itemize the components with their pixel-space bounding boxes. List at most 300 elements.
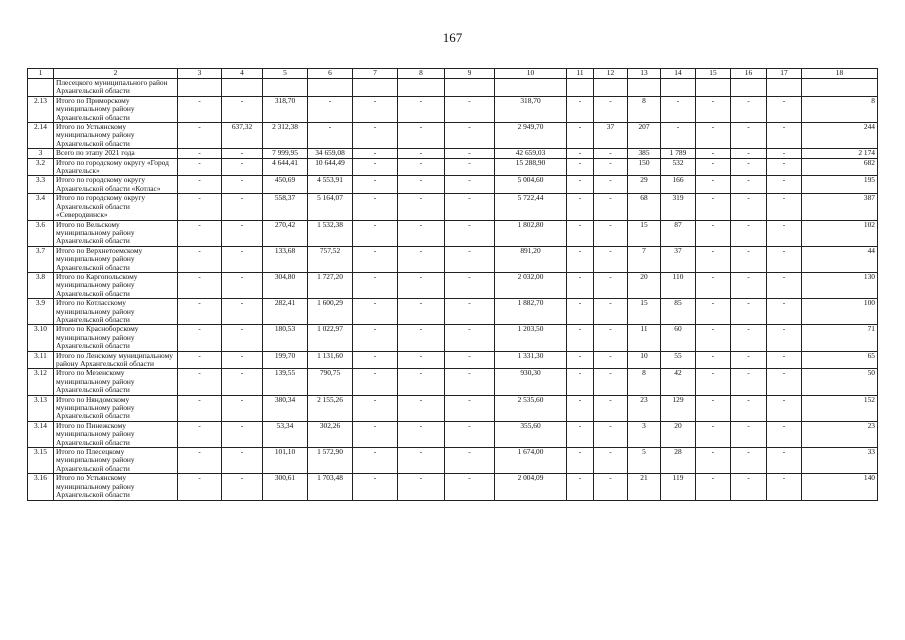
table-cell-col-4: - bbox=[222, 299, 263, 325]
table-cell-col-9: - bbox=[445, 474, 495, 500]
column-header-8: 8 bbox=[398, 69, 445, 79]
table-cell-col-2: Итого по Красноборскому муниципальному району Архангельской области bbox=[54, 325, 178, 351]
table-cell-col-13: 3 bbox=[628, 421, 661, 447]
table-cell-col-10: 5 004,60 bbox=[495, 176, 567, 194]
table-cell-col-3: - bbox=[178, 421, 222, 447]
table-cell-col-8: - bbox=[398, 220, 445, 246]
table-cell-col-3: - bbox=[178, 96, 222, 122]
table-cell-col-9 bbox=[445, 79, 495, 97]
table-cell-col-9: - bbox=[445, 220, 495, 246]
column-header-6: 6 bbox=[308, 69, 353, 79]
table-cell-col-15: - bbox=[696, 176, 731, 194]
table-cell-col-10: 318,70 bbox=[495, 96, 567, 122]
table-cell-col-6: 1 532,38 bbox=[308, 220, 353, 246]
table-cell-col-10: 1 802,80 bbox=[495, 220, 567, 246]
table-cell-col-2: Итого по городскому округу Архангельской области «Северодвинск» bbox=[54, 194, 178, 220]
table-cell-col-1 bbox=[28, 79, 54, 97]
table-cell-col-5: 199,70 bbox=[263, 351, 308, 369]
table-cell-col-8: - bbox=[398, 149, 445, 158]
table-cell-col-18: 140 bbox=[802, 474, 878, 500]
table-cell-col-14: 319 bbox=[661, 194, 696, 220]
table-cell-col-11: - bbox=[567, 474, 594, 500]
table-cell-col-10: 2 032,00 bbox=[495, 272, 567, 298]
table-cell-col-13: 11 bbox=[628, 325, 661, 351]
column-header-1: 1 bbox=[28, 69, 54, 79]
table-cell-col-13: 15 bbox=[628, 220, 661, 246]
table-cell-col-16 bbox=[731, 79, 767, 97]
column-header-12: 12 bbox=[594, 69, 628, 79]
table-cell-col-3: - bbox=[178, 272, 222, 298]
table-cell-col-6: - bbox=[308, 96, 353, 122]
table-cell-col-9: - bbox=[445, 123, 495, 149]
table-cell-col-15: - bbox=[696, 351, 731, 369]
table-cell-col-3: - bbox=[178, 158, 222, 176]
table-cell-col-5: 7 999,95 bbox=[263, 149, 308, 158]
table-cell-col-5: 2 312,38 bbox=[263, 123, 308, 149]
table-cell-col-13: 20 bbox=[628, 272, 661, 298]
table-row bbox=[28, 474, 878, 500]
table-cell-col-11: - bbox=[567, 96, 594, 122]
table-cell-col-6: 10 644,49 bbox=[308, 158, 353, 176]
table-cell-col-8: - bbox=[398, 176, 445, 194]
table-cell-col-8: - bbox=[398, 325, 445, 351]
column-header-18: 18 bbox=[802, 69, 878, 79]
table-cell-col-6: 757,52 bbox=[308, 246, 353, 272]
table-cell-col-5: 558,37 bbox=[263, 194, 308, 220]
table-cell-col-16: - bbox=[731, 448, 767, 474]
table-cell-col-9: - bbox=[445, 176, 495, 194]
table-cell-col-2: Итого по Приморскому муниципальному району Архангельской области bbox=[54, 96, 178, 122]
table-row bbox=[28, 96, 878, 122]
table-cell-col-14: 110 bbox=[661, 272, 696, 298]
table-cell-col-7: - bbox=[353, 395, 398, 421]
column-header-2: 2 bbox=[54, 69, 178, 79]
table-cell-col-5: 180,53 bbox=[263, 325, 308, 351]
table-cell-col-8: - bbox=[398, 123, 445, 149]
table-cell-col-4: - bbox=[222, 194, 263, 220]
table-cell-col-18: 33 bbox=[802, 448, 878, 474]
table-cell-col-3: - bbox=[178, 395, 222, 421]
column-header-17: 17 bbox=[767, 69, 802, 79]
table-cell-col-4: - bbox=[222, 246, 263, 272]
table-cell-col-14: - bbox=[661, 123, 696, 149]
table-cell-col-11: - bbox=[567, 149, 594, 158]
table-cell-col-18: 130 bbox=[802, 272, 878, 298]
table-cell-col-7: - bbox=[353, 220, 398, 246]
table-cell-col-16: - bbox=[731, 149, 767, 158]
table-cell-col-6: 4 553,91 bbox=[308, 176, 353, 194]
table-cell-col-18: 8 bbox=[802, 96, 878, 122]
table-row bbox=[28, 421, 878, 447]
table-cell-col-1: 3.14 bbox=[28, 421, 54, 447]
table-cell-col-9: - bbox=[445, 369, 495, 395]
table-cell-col-6: 790,75 bbox=[308, 369, 353, 395]
table-cell-col-10: 15 288,90 bbox=[495, 158, 567, 176]
table-cell-col-7: - bbox=[353, 176, 398, 194]
table-cell-col-15 bbox=[696, 79, 731, 97]
table-cell-col-18: 100 bbox=[802, 299, 878, 325]
table-cell-col-15: - bbox=[696, 474, 731, 500]
table-cell-col-9: - bbox=[445, 246, 495, 272]
table-cell-col-3: - bbox=[178, 176, 222, 194]
table-cell-col-12: - bbox=[594, 325, 628, 351]
table-cell-col-10: 891,20 bbox=[495, 246, 567, 272]
table-cell-col-6: - bbox=[308, 123, 353, 149]
table-cell-col-15: - bbox=[696, 246, 731, 272]
table-cell-col-18: 65 bbox=[802, 351, 878, 369]
data-table bbox=[27, 68, 878, 501]
table-cell-col-4: - bbox=[222, 176, 263, 194]
table-cell-col-11: - bbox=[567, 421, 594, 447]
table-cell-col-3: - bbox=[178, 194, 222, 220]
table-cell-col-8: - bbox=[398, 158, 445, 176]
table-cell-col-12: - bbox=[594, 149, 628, 158]
table-cell-col-2: Итого по Устьянскому муниципальному району Архангельской области bbox=[54, 474, 178, 500]
table-cell-col-12: - bbox=[594, 158, 628, 176]
column-header-4: 4 bbox=[222, 69, 263, 79]
table-row bbox=[28, 176, 878, 194]
table-cell-col-15: - bbox=[696, 395, 731, 421]
table-cell-col-15: - bbox=[696, 96, 731, 122]
table-cell-col-14: 55 bbox=[661, 351, 696, 369]
table-row bbox=[28, 395, 878, 421]
table-cell-col-1: 3.15 bbox=[28, 448, 54, 474]
table-cell-col-13 bbox=[628, 79, 661, 97]
table-cell-col-10: 1 882,70 bbox=[495, 299, 567, 325]
column-header-10: 10 bbox=[495, 69, 567, 79]
table-cell-col-10 bbox=[495, 79, 567, 97]
table-cell-col-1: 3.7 bbox=[28, 246, 54, 272]
table-cell-col-1: 3.6 bbox=[28, 220, 54, 246]
table-cell-col-2: Итого по Ленскому муниципальному району Архангельской области bbox=[54, 351, 178, 369]
table-cell-col-10: 1 203,50 bbox=[495, 325, 567, 351]
column-header-13: 13 bbox=[628, 69, 661, 79]
table-cell-col-8: - bbox=[398, 395, 445, 421]
table-cell-col-2: Итого по Пинежскому муниципальному району Архангельской области bbox=[54, 421, 178, 447]
table-cell-col-18: 23 bbox=[802, 421, 878, 447]
table-row bbox=[28, 246, 878, 272]
table-cell-col-17: - bbox=[767, 325, 802, 351]
table-cell-col-12: - bbox=[594, 448, 628, 474]
table-cell-col-10: 930,30 bbox=[495, 369, 567, 395]
table-cell-col-4: - bbox=[222, 421, 263, 447]
table-cell-col-12: - bbox=[594, 369, 628, 395]
table-cell-col-17: - bbox=[767, 158, 802, 176]
table-cell-col-2: Итого по Верхнетоемскому муниципальному району Архангельской области bbox=[54, 246, 178, 272]
table-cell-col-7: - bbox=[353, 96, 398, 122]
table-cell-col-17 bbox=[767, 79, 802, 97]
table-cell-col-17: - bbox=[767, 474, 802, 500]
table-cell-col-8: - bbox=[398, 474, 445, 500]
table-cell-col-2: Итого по Каргопольскому муниципальному району Архангельской области bbox=[54, 272, 178, 298]
table-cell-col-18: 44 bbox=[802, 246, 878, 272]
table-cell-col-2: Итого по Вельскому муниципальному району Архангельской области bbox=[54, 220, 178, 246]
table-cell-col-17: - bbox=[767, 246, 802, 272]
table-cell-col-10: 5 722,44 bbox=[495, 194, 567, 220]
table-cell-col-15: - bbox=[696, 299, 731, 325]
table-cell-col-17: - bbox=[767, 149, 802, 158]
table-cell-col-7: - bbox=[353, 448, 398, 474]
page-number: 167 bbox=[442, 30, 463, 45]
table-cell-col-16: - bbox=[731, 299, 767, 325]
table-cell-col-13: 23 bbox=[628, 395, 661, 421]
table-cell-col-16: - bbox=[731, 421, 767, 447]
table-cell-col-16: - bbox=[731, 123, 767, 149]
table-cell-col-6: 1 022,97 bbox=[308, 325, 353, 351]
table-cell-col-4: - bbox=[222, 448, 263, 474]
table-cell-col-15: - bbox=[696, 149, 731, 158]
table-cell-col-12: - bbox=[594, 96, 628, 122]
table-cell-col-4: - bbox=[222, 395, 263, 421]
table-cell-col-6: 1 572,90 bbox=[308, 448, 353, 474]
column-header-5: 5 bbox=[263, 69, 308, 79]
table-row bbox=[28, 158, 878, 176]
table-cell-col-8: - bbox=[398, 421, 445, 447]
table-cell-col-9: - bbox=[445, 325, 495, 351]
table-cell-col-4: 637,32 bbox=[222, 123, 263, 149]
table-cell-col-2: Итого по городскому округу Архангельской области «Котлас» bbox=[54, 176, 178, 194]
table-cell-col-5: 53,34 bbox=[263, 421, 308, 447]
table-cell-col-14: 1 789 bbox=[661, 149, 696, 158]
table-cell-col-2: Плесецкого муниципального район Архангельской области bbox=[54, 79, 178, 97]
table-cell-col-1: 3 bbox=[28, 149, 54, 158]
table-cell-col-3: - bbox=[178, 149, 222, 158]
table-cell-col-11: - bbox=[567, 369, 594, 395]
table-cell-col-15: - bbox=[696, 325, 731, 351]
table-cell-col-17: - bbox=[767, 421, 802, 447]
table-cell-col-5: 139,55 bbox=[263, 369, 308, 395]
table-cell-col-12 bbox=[594, 79, 628, 97]
table-cell-col-1: 3.10 bbox=[28, 325, 54, 351]
table-cell-col-10: 355,60 bbox=[495, 421, 567, 447]
table-cell-col-17: - bbox=[767, 395, 802, 421]
column-header-14: 14 bbox=[661, 69, 696, 79]
table-cell-col-18: 195 bbox=[802, 176, 878, 194]
table-cell-col-16: - bbox=[731, 220, 767, 246]
table-cell-col-12: - bbox=[594, 176, 628, 194]
table-cell-col-14: 37 bbox=[661, 246, 696, 272]
table-cell-col-10: 2 535,60 bbox=[495, 395, 567, 421]
table-cell-col-7: - bbox=[353, 194, 398, 220]
table-cell-col-4: - bbox=[222, 351, 263, 369]
table-cell-col-1: 3.2 bbox=[28, 158, 54, 176]
table-cell-col-9: - bbox=[445, 272, 495, 298]
table-row bbox=[28, 149, 878, 158]
table-cell-col-11: - bbox=[567, 246, 594, 272]
table-cell-col-9: - bbox=[445, 194, 495, 220]
table-cell-col-7: - bbox=[353, 149, 398, 158]
table-cell-col-17: - bbox=[767, 123, 802, 149]
table-cell-col-15: - bbox=[696, 369, 731, 395]
table-cell-col-4: - bbox=[222, 272, 263, 298]
table-row bbox=[28, 448, 878, 474]
table-cell-col-11: - bbox=[567, 351, 594, 369]
table-row bbox=[28, 369, 878, 395]
header-row bbox=[28, 69, 878, 79]
table-cell-col-16: - bbox=[731, 272, 767, 298]
table-cell-col-14: 166 bbox=[661, 176, 696, 194]
table-cell-col-3 bbox=[178, 79, 222, 97]
table-cell-col-1: 3.12 bbox=[28, 369, 54, 395]
table-cell-col-17: - bbox=[767, 351, 802, 369]
column-header-16: 16 bbox=[731, 69, 767, 79]
table-cell-col-13: 68 bbox=[628, 194, 661, 220]
table-cell-col-17: - bbox=[767, 176, 802, 194]
table-cell-col-1: 3.16 bbox=[28, 474, 54, 500]
table-cell-col-16: - bbox=[731, 176, 767, 194]
table-cell-col-6: 2 155,26 bbox=[308, 395, 353, 421]
table-cell-col-8 bbox=[398, 79, 445, 97]
table-cell-col-3: - bbox=[178, 448, 222, 474]
table-cell-col-5: 282,41 bbox=[263, 299, 308, 325]
table-cell-col-16: - bbox=[731, 325, 767, 351]
table-cell-col-10: 1 674,00 bbox=[495, 448, 567, 474]
table-cell-col-9: - bbox=[445, 395, 495, 421]
table-cell-col-17: - bbox=[767, 448, 802, 474]
table-cell-col-2: Итого по Котласскому муниципальному району Архангельской области bbox=[54, 299, 178, 325]
table-cell-col-14: 20 bbox=[661, 421, 696, 447]
table-cell-col-4: - bbox=[222, 149, 263, 158]
table-cell-col-15: - bbox=[696, 448, 731, 474]
table-cell-col-7 bbox=[353, 79, 398, 97]
table-cell-col-1: 3.13 bbox=[28, 395, 54, 421]
table-cell-col-8: - bbox=[398, 194, 445, 220]
table-cell-col-6: 1 600,29 bbox=[308, 299, 353, 325]
table-cell-col-15: - bbox=[696, 272, 731, 298]
table-cell-col-3: - bbox=[178, 246, 222, 272]
table-cell-col-14 bbox=[661, 79, 696, 97]
table-cell-col-6: 302,26 bbox=[308, 421, 353, 447]
table-cell-col-1: 2.13 bbox=[28, 96, 54, 122]
table-cell-col-3: - bbox=[178, 220, 222, 246]
table-cell-col-1: 3.9 bbox=[28, 299, 54, 325]
table-cell-col-6: 5 164,07 bbox=[308, 194, 353, 220]
table-cell-col-15: - bbox=[696, 158, 731, 176]
table-cell-col-12: - bbox=[594, 194, 628, 220]
table-cell-col-16: - bbox=[731, 246, 767, 272]
table-cell-col-16: - bbox=[731, 158, 767, 176]
table-cell-col-12: - bbox=[594, 272, 628, 298]
table-cell-col-13: 10 bbox=[628, 351, 661, 369]
table-cell-col-8: - bbox=[398, 299, 445, 325]
table-cell-col-6 bbox=[308, 79, 353, 97]
table-cell-col-1: 3.3 bbox=[28, 176, 54, 194]
table-cell-col-14: 42 bbox=[661, 369, 696, 395]
table-cell-col-6: 1 727,20 bbox=[308, 272, 353, 298]
table-cell-col-18: 387 bbox=[802, 194, 878, 220]
table-cell-col-13: 5 bbox=[628, 448, 661, 474]
table-cell-col-5: 4 644,41 bbox=[263, 158, 308, 176]
table-cell-col-5: 318,70 bbox=[263, 96, 308, 122]
table-cell-col-18: 102 bbox=[802, 220, 878, 246]
table-row bbox=[28, 123, 878, 149]
table-cell-col-11: - bbox=[567, 272, 594, 298]
table-cell-col-16: - bbox=[731, 194, 767, 220]
table-cell-col-9: - bbox=[445, 158, 495, 176]
table-cell-col-18: 152 bbox=[802, 395, 878, 421]
column-header-3: 3 bbox=[178, 69, 222, 79]
table-row bbox=[28, 299, 878, 325]
table-cell-col-14: 129 bbox=[661, 395, 696, 421]
table-cell-col-9: - bbox=[445, 149, 495, 158]
table-body bbox=[28, 79, 878, 501]
column-header-11: 11 bbox=[567, 69, 594, 79]
table-cell-col-12: - bbox=[594, 395, 628, 421]
table-cell-col-2: Итого по городскому округу «Город Архангельск» bbox=[54, 158, 178, 176]
table-row bbox=[28, 194, 878, 220]
table-cell-col-6: 1 131,60 bbox=[308, 351, 353, 369]
table-cell-col-7: - bbox=[353, 246, 398, 272]
table-cell-col-13: 8 bbox=[628, 96, 661, 122]
table-cell-col-16: - bbox=[731, 96, 767, 122]
table-cell-col-8: - bbox=[398, 448, 445, 474]
table-cell-col-12: - bbox=[594, 421, 628, 447]
table-cell-col-14: 119 bbox=[661, 474, 696, 500]
table-cell-col-10: 2 949,70 bbox=[495, 123, 567, 149]
table-cell-col-17: - bbox=[767, 272, 802, 298]
table-cell-col-13: 207 bbox=[628, 123, 661, 149]
table-cell-col-18: 244 bbox=[802, 123, 878, 149]
table-cell-col-11: - bbox=[567, 220, 594, 246]
table-cell-col-12: - bbox=[594, 246, 628, 272]
table-cell-col-7: - bbox=[353, 421, 398, 447]
table-cell-col-13: 29 bbox=[628, 176, 661, 194]
table-cell-col-10: 2 004,09 bbox=[495, 474, 567, 500]
table-cell-col-17: - bbox=[767, 96, 802, 122]
table-cell-col-5: 270,42 bbox=[263, 220, 308, 246]
table-cell-col-14: - bbox=[661, 96, 696, 122]
table-cell-col-5: 101,10 bbox=[263, 448, 308, 474]
table-cell-col-4: - bbox=[222, 158, 263, 176]
table-cell-col-8: - bbox=[398, 246, 445, 272]
table-cell-col-4: - bbox=[222, 474, 263, 500]
table-cell-col-15: - bbox=[696, 220, 731, 246]
table-cell-col-13: 15 bbox=[628, 299, 661, 325]
table-cell-col-3: - bbox=[178, 351, 222, 369]
table-cell-col-17: - bbox=[767, 194, 802, 220]
table-cell-col-7: - bbox=[353, 369, 398, 395]
table-cell-col-4: - bbox=[222, 369, 263, 395]
table-cell-col-12: 37 bbox=[594, 123, 628, 149]
table-cell-col-11 bbox=[567, 79, 594, 97]
table-cell-col-2: Итого по Няндомскому муниципальному району Архангельской области bbox=[54, 395, 178, 421]
table-cell-col-16: - bbox=[731, 351, 767, 369]
table-cell-col-12: - bbox=[594, 351, 628, 369]
table-cell-col-16: - bbox=[731, 474, 767, 500]
table-cell-col-1: 3.11 bbox=[28, 351, 54, 369]
table-cell-col-10: 42 659,03 bbox=[495, 149, 567, 158]
table-cell-col-13: 8 bbox=[628, 369, 661, 395]
table-cell-col-13: 21 bbox=[628, 474, 661, 500]
table-cell-col-4: - bbox=[222, 96, 263, 122]
column-header-9: 9 bbox=[445, 69, 495, 79]
table-cell-col-7: - bbox=[353, 299, 398, 325]
table-cell-col-2: Итого по Мезенскому муниципальному району Архангельской области bbox=[54, 369, 178, 395]
table-cell-col-3: - bbox=[178, 369, 222, 395]
table-cell-col-3: - bbox=[178, 325, 222, 351]
table-cell-col-2: Всего по этапу 2021 года bbox=[54, 149, 178, 158]
table-cell-col-17: - bbox=[767, 220, 802, 246]
table-cell-col-7: - bbox=[353, 158, 398, 176]
table-cell-col-8: - bbox=[398, 272, 445, 298]
table-row bbox=[28, 272, 878, 298]
table-cell-col-9: - bbox=[445, 299, 495, 325]
table-cell-col-13: 150 bbox=[628, 158, 661, 176]
table-cell-col-9: - bbox=[445, 96, 495, 122]
table-cell-col-4: - bbox=[222, 220, 263, 246]
table-cell-col-12: - bbox=[594, 220, 628, 246]
table-cell-col-6: 1 703,48 bbox=[308, 474, 353, 500]
